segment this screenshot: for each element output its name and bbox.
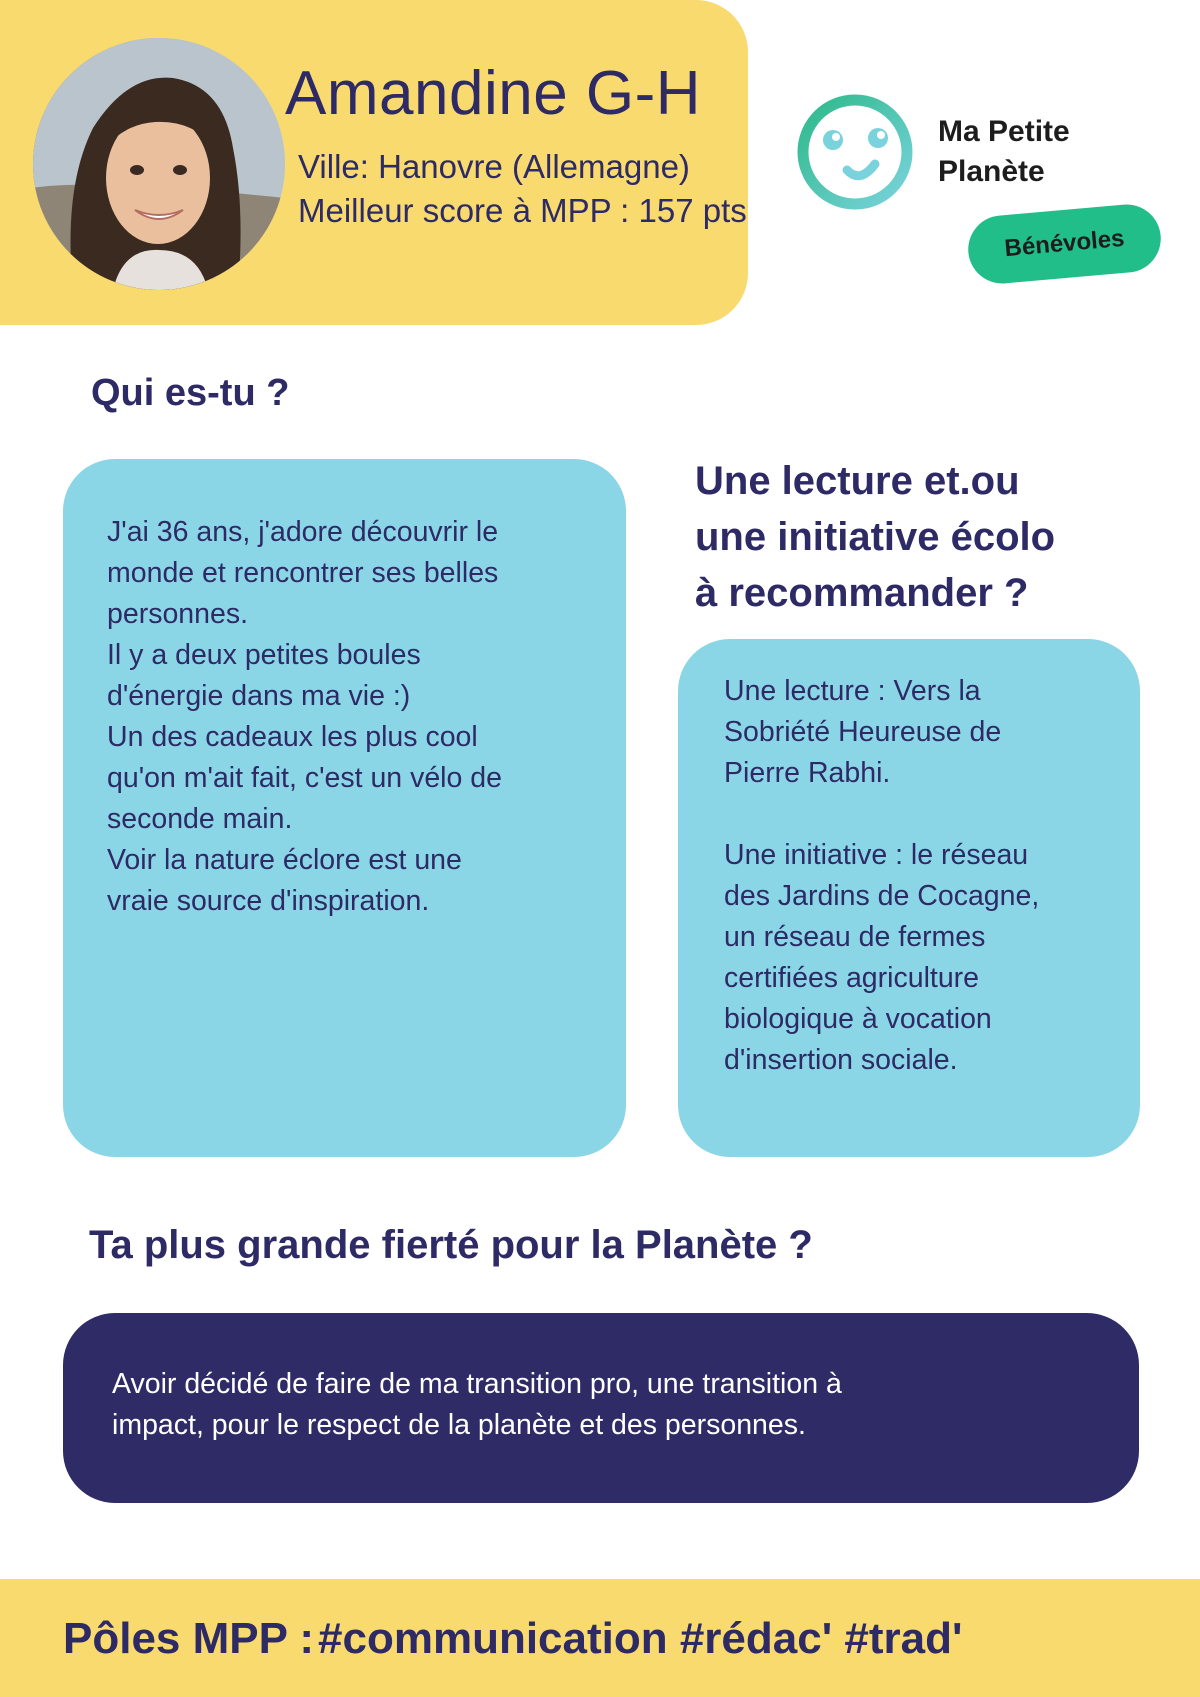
recommend-card bbox=[678, 639, 1140, 1157]
paragraph-gap bbox=[724, 794, 1134, 835]
who-card bbox=[63, 459, 626, 1157]
initiative-line: certifiées agriculture bbox=[724, 962, 980, 994]
who-line: seconde main. bbox=[107, 803, 293, 835]
who-card-text bbox=[107, 512, 607, 922]
recommend-title-line: Une lecture et.ou bbox=[695, 459, 1020, 503]
who-line: monde et rencontrer ses belles bbox=[107, 557, 499, 589]
volunteer-badge: Bénévoles bbox=[965, 202, 1163, 287]
brand-logo-text bbox=[938, 112, 1070, 192]
profile-city: Ville: Hanovre (Allemagne) bbox=[298, 148, 690, 185]
profile-name: Amandine G-H bbox=[285, 59, 702, 128]
reading-line: Sobriété Heureuse de bbox=[724, 716, 1002, 748]
pride-section-title: Ta plus grande fierté pour la Planète ? bbox=[89, 1223, 813, 1267]
initiative-line: d'insertion sociale. bbox=[724, 1044, 958, 1076]
pride-line: impact, pour le respect de la planète et des personnes. bbox=[112, 1409, 806, 1441]
recommend-section-title bbox=[695, 453, 1155, 621]
who-line: J'ai 36 ans, j'adore découvrir le bbox=[107, 516, 499, 548]
who-section-title: Qui es-tu ? bbox=[91, 372, 290, 414]
profile-score: Meilleur score à MPP : 157 pts bbox=[298, 192, 747, 229]
who-line: qu'on m'ait fait, c'est un vélo de bbox=[107, 762, 502, 794]
who-line: d'énergie dans ma vie :) bbox=[107, 680, 411, 712]
who-line: Voir la nature éclore est une bbox=[107, 844, 462, 876]
footer-bar bbox=[0, 1579, 1200, 1697]
initiative-line: un réseau de fermes bbox=[724, 921, 986, 953]
initiative-line: Une initiative : le réseau bbox=[724, 839, 1029, 871]
footer-label: Pôles MPP : bbox=[63, 1614, 315, 1663]
portrait-image bbox=[33, 38, 285, 290]
initiative-line: des Jardins de Cocagne, bbox=[724, 880, 1040, 912]
reading-line: Une lecture : Vers la bbox=[724, 675, 981, 707]
who-line: vraie source d'inspiration. bbox=[107, 885, 430, 917]
brand-logo-line2: Planète bbox=[938, 155, 1045, 188]
footer-tags: #communication #rédac' #trad' bbox=[318, 1614, 963, 1663]
smiley-planet-icon bbox=[795, 92, 915, 212]
who-line: Un des cadeaux les plus cool bbox=[107, 721, 478, 753]
recommend-card-text bbox=[724, 671, 1134, 1081]
recommend-title-line: une initiative écolo bbox=[695, 515, 1056, 559]
who-line: personnes. bbox=[107, 598, 249, 630]
reading-line: Pierre Rabhi. bbox=[724, 757, 891, 789]
initiative-line: biologique à vocation bbox=[724, 1003, 992, 1035]
recommend-title-line: à recommander ? bbox=[695, 571, 1029, 615]
profile-photo bbox=[33, 38, 285, 290]
pride-card bbox=[63, 1313, 1139, 1503]
who-line: Il y a deux petites boules bbox=[107, 639, 421, 671]
brand-logo-line1: Ma Petite bbox=[938, 115, 1070, 148]
profile-header bbox=[0, 0, 748, 325]
pride-card-text bbox=[112, 1364, 842, 1446]
pride-line: Avoir décidé de faire de ma transition pro, une transition à bbox=[112, 1368, 842, 1400]
